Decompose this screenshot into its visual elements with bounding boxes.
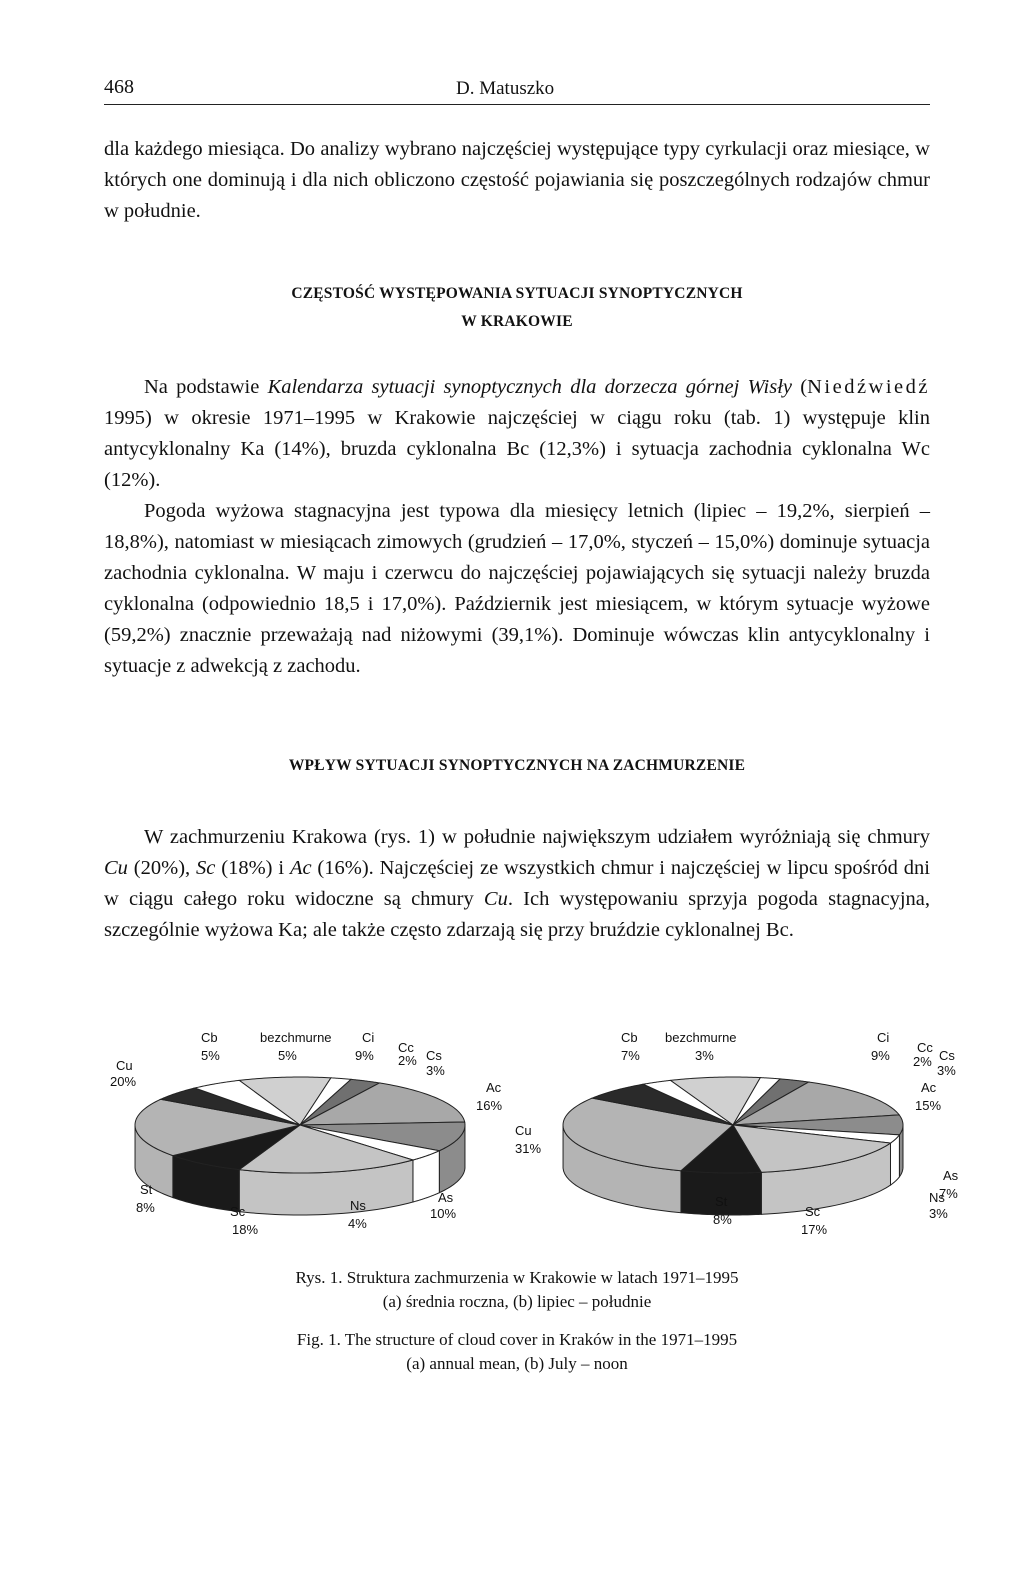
caption-line: Rys. 1. Struktura zachmurzenia w Krakowie w latach 1971–1995 xyxy=(295,1268,739,1287)
figure-caption-en xyxy=(104,1328,930,1376)
pie-label-sc: Sc xyxy=(230,1204,246,1219)
text-run: ( xyxy=(792,376,808,398)
pie-value-st: 8% xyxy=(713,1212,732,1227)
pie-chart-july xyxy=(515,1020,959,1260)
paragraph-synoptic-1 xyxy=(104,372,930,496)
cloud-type: Cu xyxy=(104,857,128,879)
pie-value-cu: 20% xyxy=(110,1074,137,1089)
pie-chart-annual xyxy=(90,1020,510,1260)
figure-caption-pl xyxy=(104,1266,930,1314)
page-number: 468 xyxy=(104,76,134,98)
pie-label-ac: Ac xyxy=(921,1080,937,1095)
pie-value-cs: 3% xyxy=(426,1063,445,1078)
pie-label-cs: Cs xyxy=(426,1048,442,1063)
pie-value-bezchmurne: 5% xyxy=(278,1048,297,1063)
pie-value-cs: 3% xyxy=(937,1063,956,1078)
pie-value-cc: 2% xyxy=(913,1054,932,1069)
pie-label-ac: Ac xyxy=(486,1080,502,1095)
pie-label-as: As xyxy=(943,1168,959,1183)
book-title: Kalendarza sytuacji synoptycznych dla dorzecza górnej Wisły xyxy=(267,376,792,398)
pie-value-st: 8% xyxy=(136,1200,155,1215)
text-run: 1995) w okresie 1971–1995 w Krakowie najczęściej w ciągu roku (tab. 1) występuje klin antycyklonalny Ka (14%), bruzda cyklonalna Bc (12,3%) i sytuacja zachodnia cyklonalna Wc (12%). xyxy=(104,407,930,491)
pie-value-cu: 31% xyxy=(515,1141,542,1156)
pie-label-st: St xyxy=(140,1182,153,1197)
pie-value-ci: 9% xyxy=(871,1048,890,1063)
pie-value-cc: 2% xyxy=(398,1053,417,1068)
pie-label-ns: Ns xyxy=(350,1198,366,1213)
paragraph-cloudiness xyxy=(104,822,930,946)
text-run: (18%) i xyxy=(215,857,290,879)
text-run: Na podstawie xyxy=(144,376,268,398)
pie-label-as: As xyxy=(438,1190,454,1205)
caption-line: (a) annual mean, (b) July – noon xyxy=(406,1354,628,1373)
pie-value-sc: 18% xyxy=(232,1222,259,1237)
pie-value-as: 10% xyxy=(430,1206,457,1221)
text-run: (20%), xyxy=(127,857,197,879)
pie-label-st: St xyxy=(715,1194,728,1209)
text-run: . Ich występowaniu sprzyja pogoda stagnacyjna, szczególnie wyżowa Ka; ale także często zdarzają się przy bruździe cyklonalnej Bc. xyxy=(104,888,930,941)
pie-label-bezchmurne: bezchmurne xyxy=(260,1030,332,1045)
pie-label-cc: Cc xyxy=(917,1040,933,1055)
pie-value-cb: 7% xyxy=(621,1048,640,1063)
pie-value-sc: 17% xyxy=(801,1222,828,1237)
pie-value-cb: 5% xyxy=(201,1048,220,1063)
pie-label-cb: Cb xyxy=(621,1030,638,1045)
pie-value-ci: 9% xyxy=(355,1048,374,1063)
heading-line: CZĘSTOŚĆ WYSTĘPOWANIA SYTUACJI SYNOPTYCZNYCH xyxy=(291,285,743,302)
pie-value-ac: 16% xyxy=(476,1098,503,1113)
pie-value-bezchmurne: 3% xyxy=(695,1048,714,1063)
pie-value-ns: 3% xyxy=(929,1206,948,1221)
pie-label-cu: Cu xyxy=(116,1058,133,1073)
running-head: D. Matuszko xyxy=(456,78,555,99)
intro-paragraph: dla każdego miesiąca. Do analizy wybrano najczęściej występujące typy cyrkulacji oraz miesiące, w których one dominują i dla nich obliczono częstość pojawiania się poszczególnych rodzajów chmur w południe. xyxy=(104,138,930,222)
pie-label-ns: Ns xyxy=(929,1190,945,1205)
text-run: W zachmurzeniu Krakowa (rys. 1) w południe największym udziałem wyróżniają się chmury xyxy=(144,826,930,848)
cloud-type: Cu xyxy=(483,888,508,910)
page-header xyxy=(104,76,930,105)
section-heading-influence: WPŁYW SYTUACJI SYNOPTYCZNYCH NA ZACHMURZENIE xyxy=(288,757,746,774)
heading-line: W KRAKOWIE xyxy=(461,313,573,330)
pie-label-cs: Cs xyxy=(939,1048,955,1063)
pie-value-as: 7% xyxy=(939,1186,958,1201)
pie-label-ci: Ci xyxy=(877,1030,890,1045)
pie-label-sc: Sc xyxy=(805,1204,821,1219)
pie-charts-figure xyxy=(90,1020,959,1260)
text-run: (16%). Najczęściej ze wszystkich chmur i najczęściej w lipcu spośród dni w ciągu całego roku widoczne są chmury xyxy=(104,857,930,910)
cloud-type: Ac xyxy=(289,857,312,879)
pie-value-ac: 15% xyxy=(915,1098,942,1113)
pie-label-cu: Cu xyxy=(515,1123,532,1138)
caption-line: (a) średnia roczna, (b) lipiec – południe xyxy=(382,1292,652,1311)
pie-label-cc: Cc xyxy=(398,1040,414,1055)
author-name: Niedźwiedź xyxy=(807,376,930,398)
paragraph-synoptic-2: Pogoda wyżowa stagnacyjna jest typowa dla miesięcy letnich (lipiec – 19,2%, sierpień – 18,8%), natomiast w miesiącach zimowych (grudzień – 17,0%, styczeń – 15,0%) dominuje sytuacja zachodnia cyklonalna. W maju i czerwcu do najczęściej pojawiających się sytuacji należy bruzda cyklonalna (odpowiednio 18,5 i 17,0%). Październik jest miesiącem, w którym sytuacje wyżowe (59,2%) znacznie przeważają nad niżowymi (39,1%). Dominuje wówczas klin antycyklonalny i sytuacje z adwekcją z zachodu. xyxy=(104,500,930,677)
pie-label-cb: Cb xyxy=(201,1030,218,1045)
caption-line: Fig. 1. The structure of cloud cover in Kraków in the 1971–1995 xyxy=(296,1330,738,1349)
pie-label-ci: Ci xyxy=(362,1030,375,1045)
pie-label-bezchmurne: bezchmurne xyxy=(665,1030,737,1045)
pie-value-ns: 4% xyxy=(348,1216,367,1231)
cloud-type: Sc xyxy=(196,857,216,879)
section-heading-frequency xyxy=(104,280,930,336)
